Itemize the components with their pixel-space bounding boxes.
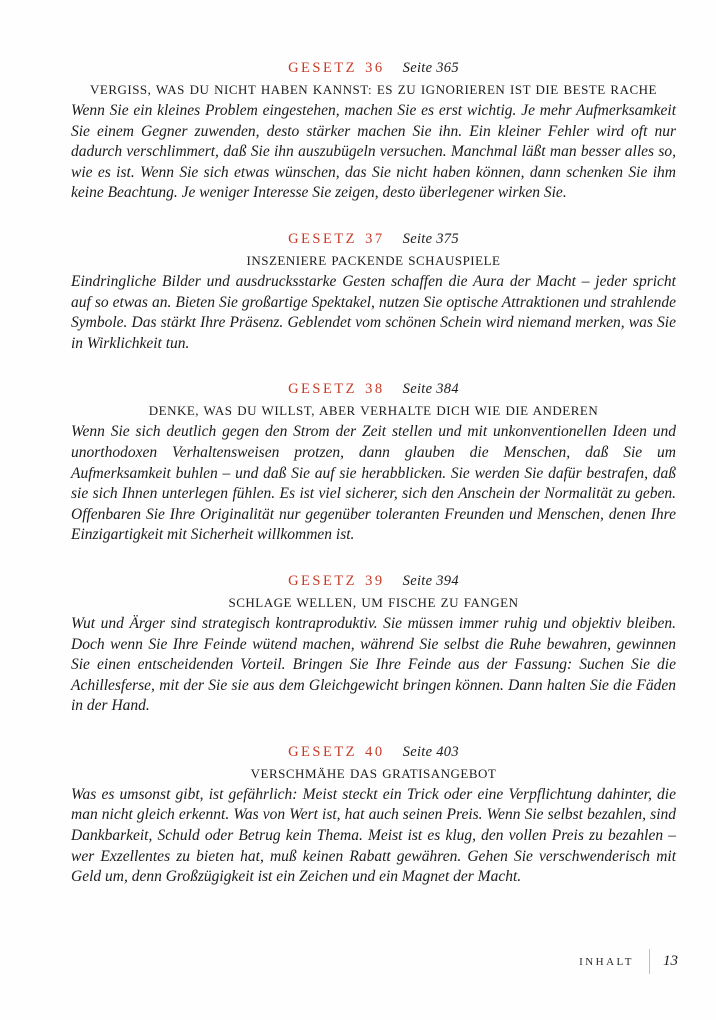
law-section-40 [71, 743, 676, 888]
law-section-38 [71, 380, 676, 546]
law-number: GESETZ 40 [288, 743, 385, 760]
law-page-ref: Seite 365 [402, 60, 459, 76]
law-summary: Wut und Ärger sind strategisch kontraproduktiv. Sie müssen immer ruhig und objektiv bleiben. Doch wenn Sie Ihre Feinde wütend machen, während Sie selbst die Ruhe bewahren, gewinnen Sie einen entscheidenden Vorteil. Bringen Sie Ihre Feinde aus der Fassung: Suchen Sie die Achillesferse, mit der Sie sie aus dem Gleichgewicht bringen können. Dann halten Sie die Fäden in der Hand. [71, 614, 676, 715]
page-footer [579, 949, 678, 974]
law-heading [71, 572, 676, 590]
law-number: GESETZ 37 [288, 230, 385, 247]
law-title: VERGISS, WAS DU NICHT HABEN KANNST: ES ZU IGNORIEREN IST DIE BESTE RACHE [89, 82, 657, 97]
footer-section-label: INHALT [579, 955, 634, 968]
law-title: SCHLAGE WELLEN, UM FISCHE ZU FANGEN [228, 594, 519, 610]
law-title: VERSCHMÄHE DAS GRATISANGEBOT [250, 765, 497, 781]
law-heading [71, 59, 676, 77]
law-page-ref: Seite 375 [402, 230, 459, 247]
law-section-39 [71, 572, 676, 717]
law-number: GESETZ 36 [288, 60, 385, 76]
law-title: DENKE, WAS DU WILLST, ABER VERHALTE DICH WIE DIE ANDEREN [148, 403, 599, 419]
law-section-37 [71, 230, 676, 354]
law-summary: Eindringliche Bilder und ausdrucksstarke Gesten schaffen die Aura der Macht – jeder spricht auf so etwas an. Bieten Sie großartige Spektakel, nutzen Sie optische Attraktionen und strahlende Symbole. Das stärkt Ihre Präsenz. Geblendet vom schönen Schein wird niemand merken, was Sie in Wirklichkeit tun. [71, 272, 676, 352]
law-summary: Was es umsonst gibt, ist gefährlich: Meist steckt ein Trick oder eine Verpflichtung dahinter, die man nicht gleich erkennt. Was von Wert ist, hat auch seinen Preis. Wenn Sie selbst bezahlen, sind Dankbarkeit, Schuld oder Betrug kein Thema. Meist ist es klug, den vollen Preis zu bezahlen – wer Exzellentes zu bieten hat, muß keinen Rabatt gewähren. Gehen Sie verschwenderisch mit Geld um, denn Großzügigkeit ist ein Zeichen und ein Magnet der Macht. [71, 785, 676, 886]
law-summary: Wenn Sie ein kleines Problem eingestehen, machen Sie es erst wichtig. Je mehr Aufmerksamkeit Sie einem Gegner zuwenden, desto stärker machen Sie ihn. Ein kleiner Fehler wird oft nur dadurch verschlimmert, daß Sie ihn auszubügeln versuchen. Manchmal läßt man besser alles so, wie es ist. Wenn Sie sich etwas wünschen, das Sie nicht haben können, dann schenken Sie ihm keine Beachtung. Je weniger Interesse Sie zeigen, desto überlegener wirken Sie. [71, 102, 676, 202]
law-number: GESETZ 38 [288, 381, 385, 398]
law-heading [71, 230, 676, 248]
law-heading [71, 743, 676, 761]
law-title: INSZENIERE PACKENDE SCHAUSPIELE [246, 252, 501, 268]
law-heading [71, 380, 676, 398]
toc-content [71, 0, 676, 888]
law-summary: Wenn Sie sich deutlich gegen den Strom der Zeit stellen und mit unkonventionellen Ideen und unorthodoxen Verhaltensweisen protzen, dann glauben die Menschen, daß Sie um Aufmerksamkeit buhlen – und daß Sie auf sie herabblicken. Sie werden Sie dafür bestrafen, daß sie sich Ihnen unterlegen fühlen. Es ist viel sicherer, sich den Anschein der Normalität zu geben. Offenbaren Sie Ihre Originalität nur gegenüber toleranten Freunden und Menschen, denen Ihre Einzigartigkeit mit Sicherheit willkommen ist. [71, 423, 676, 544]
law-number: GESETZ 39 [288, 572, 385, 589]
page-number: 13 [663, 953, 678, 969]
law-page-ref: Seite 394 [402, 572, 459, 589]
law-page-ref: Seite 384 [402, 381, 459, 398]
law-page-ref: Seite 403 [402, 743, 459, 760]
law-section-36 [71, 59, 676, 204]
footer-divider [649, 949, 650, 974]
